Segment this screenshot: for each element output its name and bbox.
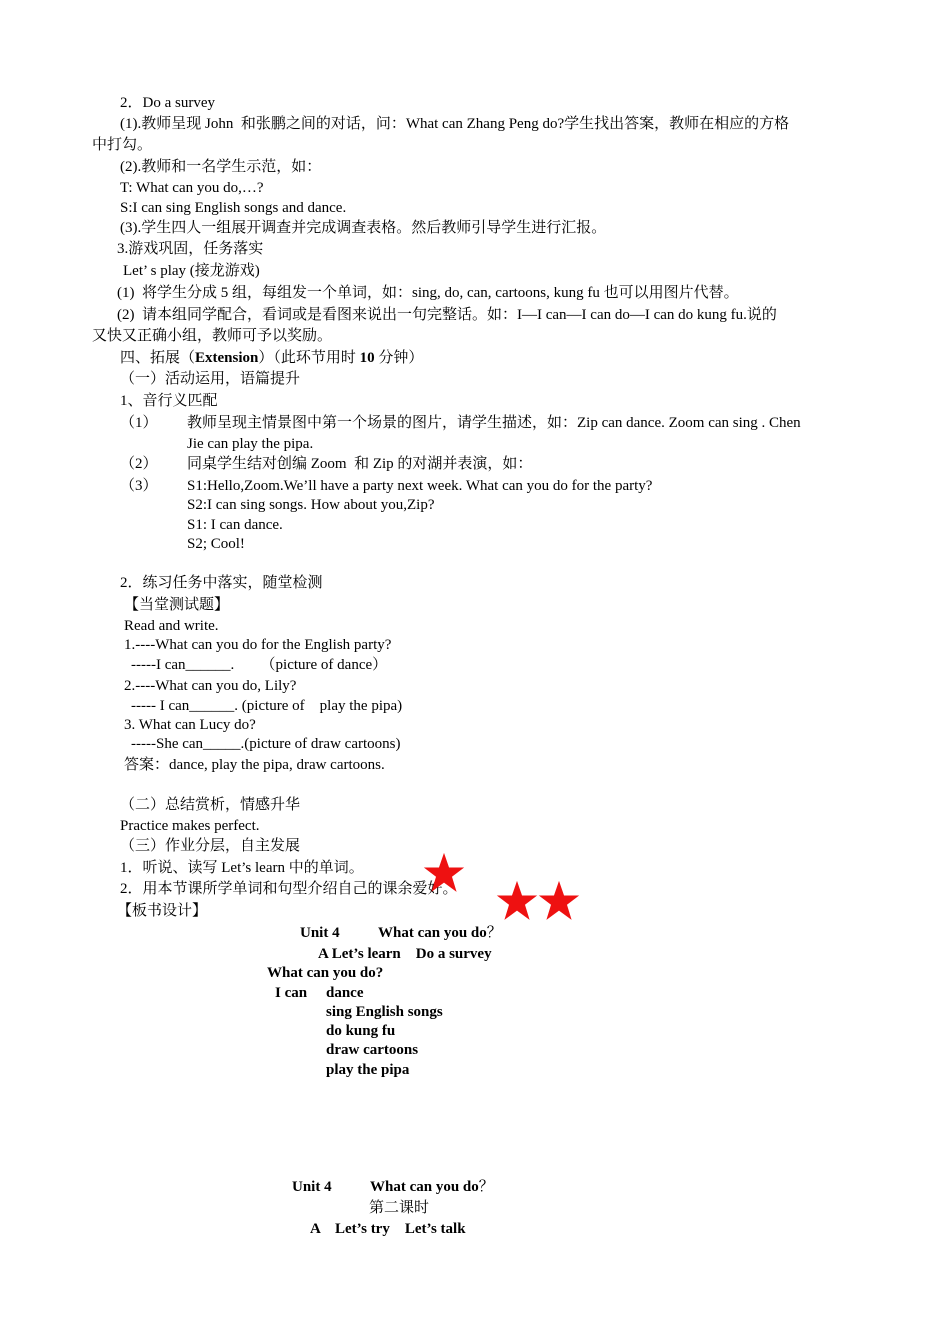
board-item: dance (326, 985, 364, 1001)
next-lesson-number: 第二课时 (369, 1200, 430, 1216)
text-line: ----- I can______. (picture of play the pipa) (131, 698, 403, 714)
text-line: (3).学生四人一组展开调查并完成调查表格。然后教师引导学生进行汇报。 (120, 220, 607, 236)
text-line: -----I can______. （picture of dance） (131, 657, 388, 673)
text-line: 2．练习任务中落实，随堂检测 (120, 575, 323, 591)
text-line: T: What can you do,…? (120, 180, 264, 196)
board-item: play the pipa (326, 1062, 410, 1078)
text-line: S1:Hello,Zoom.We’ll have a party next week. What can you do for the party? (187, 478, 653, 494)
item-number: （1） (120, 415, 158, 431)
text-line: （二）总结赏析，情感升华 (120, 797, 301, 813)
text-line: Jie can play the pipa. (187, 436, 314, 452)
text-line: S1: I can dance. (187, 517, 283, 533)
text-line: 中打勾。 (92, 137, 153, 153)
text-line: -----She can_____.(picture of draw cartoons) (131, 736, 401, 752)
text-line: (2).教师和一名学生示范，如： (120, 159, 322, 175)
red-star-icon (538, 880, 580, 922)
text-line: S2:I can sing songs. How about you,Zip? (187, 497, 435, 513)
section-heading-extension: 四、拓展（Extension）（此环节用时 10 分钟） (120, 350, 424, 366)
text-line: S:I can sing English songs and dance. (120, 200, 347, 216)
text-line: (2) 请本组同学配合，看词或是看图来说出一句完整话。如：I—I can—I can do—I can do kung fu.说的 (117, 307, 777, 323)
text-line: 2.----What can you do, Lily? (124, 678, 297, 694)
heading-do-a-survey: 2．Do a survey (120, 95, 215, 111)
board-title: What can you do？ (378, 925, 502, 941)
board-subtitle: A Let’s learn Do a survey (318, 946, 492, 962)
text-line: 1、音行义匹配 (120, 393, 218, 409)
item-number: （3） (120, 478, 158, 494)
text-line: Let’ s play (接龙游戏) (123, 263, 260, 279)
text-line: 3.游戏巩固，任务落实 (117, 241, 264, 257)
next-lesson-parts: A Let’s try Let’s talk (310, 1221, 466, 1237)
text-line: S2; Cool! (187, 536, 245, 552)
text-line: 【板书设计】 (117, 903, 208, 919)
text-line: 2．用本节课所学单词和句型介绍自己的课余爱好。 (120, 881, 458, 897)
red-star-icon (496, 880, 538, 922)
text-line: 教师呈现主情景图中第一个场景的图片，请学生描述，如：Zip can dance. Zoom can sing . Chen (187, 415, 801, 431)
text-line: 1.----What can you do for the English party? (124, 637, 392, 653)
item-number: （2） (120, 456, 158, 472)
text-line: (1).教师呈现 John 和张鹏之间的对话，问：What can Zhang Peng do?学生找出答案，教师在相应的方格 (120, 116, 790, 132)
text-line: （三）作业分层，自主发展 (120, 838, 301, 854)
board-item: sing English songs (326, 1004, 443, 1020)
text-line: Read and write. (124, 618, 219, 634)
board-item: draw cartoons (326, 1042, 419, 1058)
next-title: What can you do？ (370, 1179, 494, 1195)
board-i-can: I can (275, 985, 308, 1001)
text-line: 【当堂测试题】 (124, 597, 230, 613)
text-line: 答案：dance, play the pipa, draw cartoons. (124, 757, 385, 773)
red-star-icon (423, 852, 465, 894)
text-line: 1．听说、读写 Let’s learn 中的单词。 (120, 860, 364, 876)
text-line: 又快又正确小组，教师可予以奖励。 (92, 328, 333, 344)
text-line: 同桌学生结对创编 Zoom 和 Zip 的对湖并表演，如： (187, 456, 533, 472)
text-line: (1) 将学生分成 5 组，每组发一个单词，如：sing, do, can, cartoons, kung fu 也可以用图片代替。 (117, 285, 739, 301)
board-item: do kung fu (326, 1023, 396, 1039)
text-line: Practice makes perfect. (120, 818, 260, 834)
text-line: 3. What can Lucy do? (124, 717, 256, 733)
board-unit: Unit 4 (300, 925, 340, 941)
text-line: （一）活动运用，语篇提升 (120, 371, 301, 387)
next-unit: Unit 4 (292, 1179, 332, 1195)
board-question: What can you do? (267, 965, 384, 981)
